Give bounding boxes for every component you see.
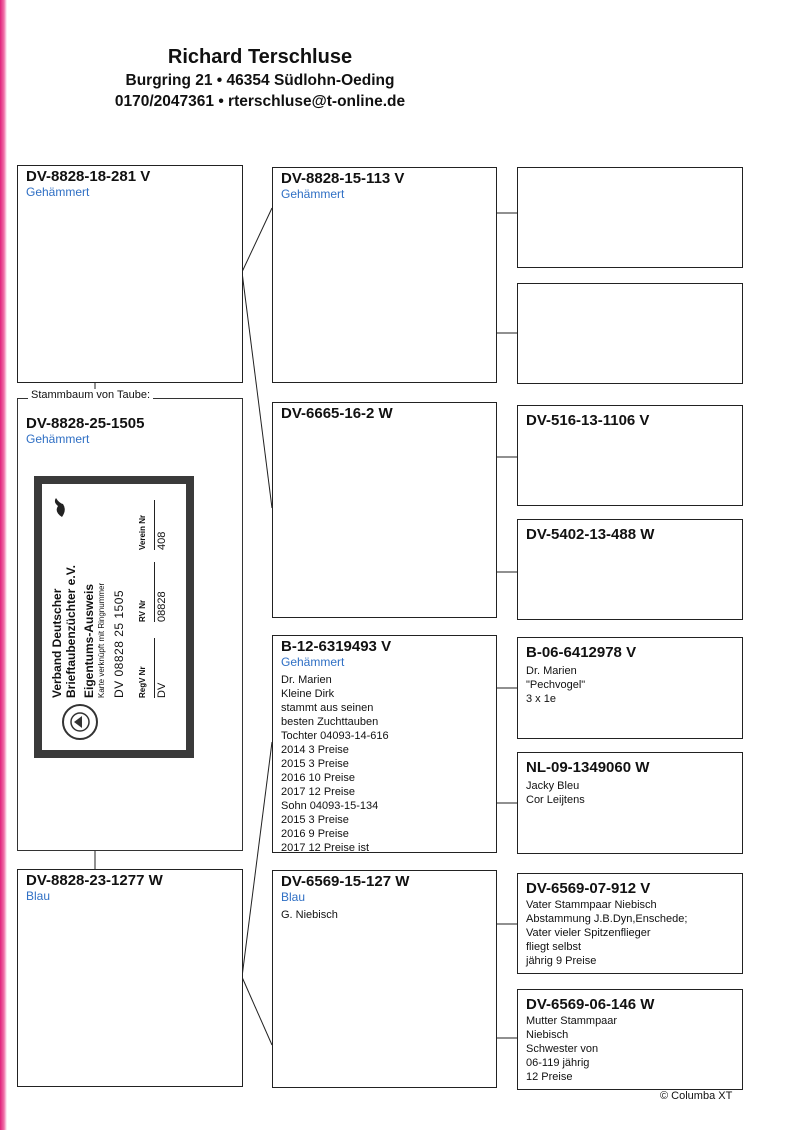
info-line: fliegt selbst [526,941,582,953]
breeder-address: Burgring 21 • 46354 Südlohn-Oeding [125,72,395,89]
subject-legend: Stammbaum von Taube: [28,389,153,401]
info-line: 2017 12 Preise ist [281,842,370,853]
card-regv-value: DV [154,638,168,698]
info-line: besten Zuchttauben [281,716,379,728]
mf-mother-info [526,779,734,807]
info-line: Vater Stammpaar Niebisch [526,899,657,911]
ff-father-box[interactable] [517,167,743,268]
info-line: 2016 10 Preise [281,772,355,784]
info-line: 2017 12 Preise [281,786,355,798]
breeder-name: Richard Terschluse [167,46,353,68]
ff-mother-box[interactable] [517,283,743,384]
info-line: jährig 9 Preise [526,955,597,967]
association-logo-icon [62,704,98,740]
mother-box[interactable] [17,869,243,1087]
info-line: 2015 3 Preise [281,758,349,770]
mm-mother-box[interactable] [517,989,743,1090]
card-association-line2: Brieftaubenzüchter e.V. [64,565,78,698]
info-line: 2014 3 Preise [281,744,349,756]
fm-mother-box[interactable] [517,519,743,620]
paternal-grandfather-ring: DV-8828-15-113 V [281,170,405,187]
father-color: Gehämmert [26,185,90,199]
info-line: "Pechvogel" [526,679,586,691]
maternal-grandfather-ring: B-12-6319493 V [281,638,392,655]
info-line: Tochter 04093-14-616 [281,730,389,742]
card-regv-label: RegV Nr [138,666,147,698]
mm-father-ring: DV-6569-07-912 V [526,880,651,897]
info-line: 12 Preise [526,1071,573,1083]
info-line: 06-119 jährig [526,1057,590,1069]
info-line: Abstammung J.B.Dyn,Enschede; [526,913,688,925]
card-verein-value: 408 [154,500,168,550]
mf-father-ring: B-06-6412978 V [526,644,637,661]
info-line: Dr. Marien [281,674,332,686]
father-ring: DV-8828-18-281 V [26,168,151,185]
card-association-line1: Verband Deutscher [50,588,64,698]
card-verein-label: Verein Nr [138,514,147,550]
father-box[interactable] [17,165,243,383]
mf-father-info [526,664,734,706]
paternal-grandmother-box[interactable] [272,402,497,618]
card-association [50,565,78,698]
paternal-grandfather-box[interactable] [272,167,497,383]
mm-mother-ring: DV-6569-06-146 W [526,996,655,1013]
info-line: G. Niebisch [281,909,338,921]
info-line: 2016 9 Preise [281,828,349,840]
fm-father-box[interactable] [517,405,743,506]
mf-mother-ring: NL-09-1349060 W [526,759,650,776]
fm-father-ring: DV-516-13-1106 V [526,412,650,429]
breeder-contact: 0170/2047361 • rterschluse@t-online.de [114,93,406,110]
fm-mother-ring: DV-5402-13-488 W [526,526,655,543]
card-subtitle: Karte verknüpft mit Ringnummer [97,582,106,698]
maternal-grandmother-info [281,908,488,922]
info-line: Vater vieler Spitzenflieger [526,927,651,939]
info-line: 2015 3 Preise [281,814,349,826]
mother-color: Blau [26,889,51,903]
copyright: © Columba XT [660,1090,733,1102]
info-line: Niebisch [526,1029,569,1041]
info-line: Cor Leijtens [526,794,585,806]
maternal-grandfather-color: Gehämmert [281,655,345,669]
mf-father-box[interactable] [517,637,743,739]
subject-ring: DV-8828-25-1505 [26,415,145,432]
card-ring-number: DV 08828 25 1505 [112,589,126,698]
card-title: Eigentums-Ausweis [82,583,96,698]
maternal-grandmother-ring: DV-6569-15-127 W [281,873,410,890]
paternal-grandfather-color: Gehämmert [281,187,345,201]
pigeon-icon [50,496,70,520]
paternal-grandmother-ring: DV-6665-16-2 W [281,405,393,422]
info-line: Mutter Stammpaar [526,1015,618,1027]
info-line: Jacky Bleu [526,780,580,792]
ownership-card [34,476,194,758]
mm-mother-info [526,1014,734,1084]
maternal-grandfather-info [281,673,488,853]
info-line: Sohn 04093-15-134 [281,800,379,812]
maternal-grandfather-box[interactable] [272,635,497,853]
card-rv-value: 08828 [154,562,168,622]
info-line: Dr. Marien [526,665,577,677]
mm-father-info [526,898,734,968]
info-line: stammt aus seinen [281,702,374,714]
subject-color: Gehämmert [26,432,90,446]
maternal-grandmother-box[interactable] [272,870,497,1088]
mother-ring: DV-8828-23-1277 W [26,872,163,889]
info-line: 3 x 1e [526,693,556,705]
card-rv-label: RV Nr [138,599,147,622]
maternal-grandmother-color: Blau [281,890,306,904]
mf-mother-box[interactable] [517,752,743,854]
mm-father-box[interactable] [517,873,743,974]
info-line: Kleine Dirk [281,688,335,700]
info-line: Schwester von [526,1043,599,1055]
